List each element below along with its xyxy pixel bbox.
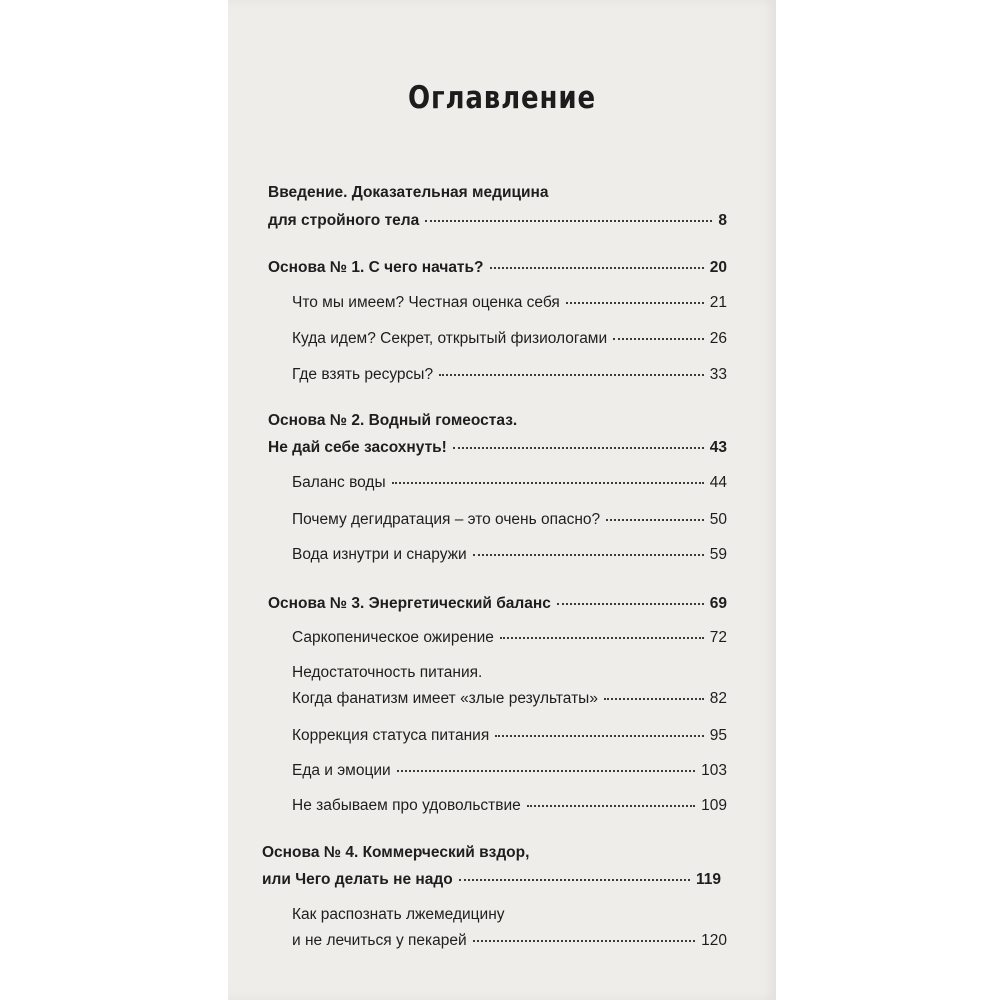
toc-section (292, 762, 727, 780)
leader-dots (490, 267, 704, 269)
toc-page-number: 82 (709, 690, 727, 707)
leader-dots (453, 447, 704, 449)
toc-chapter-2-line1: Основа № 2. Водный гомеостаз. (268, 412, 518, 429)
leader-dots (473, 940, 695, 942)
leader-dots (500, 637, 704, 639)
leader-dots (527, 805, 695, 807)
toc-page-number: 109 (701, 797, 727, 814)
toc-intro-line1: Введение. Доказательная медицина (268, 184, 549, 201)
toc-chapter-title: Основа № 1. С чего начать? (268, 259, 484, 276)
toc-section-title: Саркопеническое ожирение (292, 629, 494, 646)
toc-section (292, 294, 727, 312)
toc-chapter-title: Основа № 3. Энергетический баланс (268, 595, 551, 612)
toc-page-number: 50 (709, 511, 727, 528)
toc-section (292, 727, 727, 745)
toc-page-number: 69 (709, 595, 727, 612)
leader-dots (604, 698, 704, 700)
toc-chapter-title: Не дай себе засохнуть! (268, 439, 447, 456)
toc-page-number: 95 (709, 727, 727, 744)
toc-page-number: 26 (709, 330, 727, 347)
toc-chapter-3 (268, 595, 727, 613)
toc-intro (268, 212, 727, 230)
book-page (228, 0, 776, 1000)
toc-page-number: 20 (709, 259, 727, 276)
toc-page-number: 120 (701, 932, 727, 949)
toc-section (292, 546, 727, 564)
toc-chapter-title: или Чего делать не надо (262, 871, 453, 888)
toc-page-number: 72 (709, 629, 727, 646)
toc-chapter-1 (268, 259, 727, 277)
toc-section-line1: Недостаточность питания. (292, 664, 483, 681)
leader-dots (606, 519, 704, 521)
toc-section (292, 932, 727, 950)
toc-section (292, 511, 727, 529)
toc-page-number: 119 (695, 871, 721, 888)
toc-section-line1: Как распознать лжемедицину (292, 906, 505, 923)
toc-chapter-2 (268, 439, 727, 457)
toc-section-title: и не лечиться у пекарей (292, 932, 467, 949)
toc-section-title: Куда идем? Секрет, открытый физиологами (292, 330, 608, 347)
toc-section-title: Не забываем про удовольствие (292, 797, 521, 814)
leader-dots (473, 554, 704, 556)
toc-section (292, 797, 727, 815)
toc-section-title: Коррекция статуса питания (292, 727, 490, 744)
toc-section (292, 690, 727, 708)
leader-dots (459, 879, 690, 881)
toc-page-number: 33 (709, 366, 727, 383)
leader-dots (566, 302, 704, 304)
leader-dots (439, 374, 704, 376)
toc-section-title: Почему дегидратация – это очень опасно? (292, 511, 601, 528)
leader-dots (397, 770, 695, 772)
toc-section (292, 629, 727, 647)
toc-section-title: Вода изнутри и снаружи (292, 546, 467, 563)
toc-page-number: 43 (709, 439, 727, 456)
toc-section-title: Баланс воды (292, 474, 386, 491)
toc-page-number: 59 (709, 546, 727, 563)
toc-page-number: 103 (701, 762, 727, 779)
toc-page-number: 8 (718, 212, 727, 229)
leader-dots (392, 482, 704, 484)
toc-page-number: 44 (709, 474, 727, 491)
toc-chapter-4 (262, 871, 721, 889)
leader-dots (557, 603, 704, 605)
toc-section-title: Когда фанатизм имеет «злые результаты» (292, 690, 598, 707)
toc-section-title: Где взять ресурсы? (292, 366, 434, 383)
toc-section (292, 474, 727, 492)
toc-section-title: Еда и эмоции (292, 762, 391, 779)
toc-page-number: 21 (709, 294, 727, 311)
leader-dots (613, 338, 704, 340)
toc-section (292, 330, 727, 348)
toc-intro-line2: для стройного тела (268, 212, 420, 229)
page-title: Оглавление (408, 80, 596, 116)
toc-section (292, 366, 727, 384)
leader-dots (425, 220, 712, 222)
toc-section-title: Что мы имеем? Честная оценка себя (292, 294, 560, 311)
toc-chapter-4-line1: Основа № 4. Коммерческий вздор, (262, 844, 530, 861)
leader-dots (495, 735, 704, 737)
